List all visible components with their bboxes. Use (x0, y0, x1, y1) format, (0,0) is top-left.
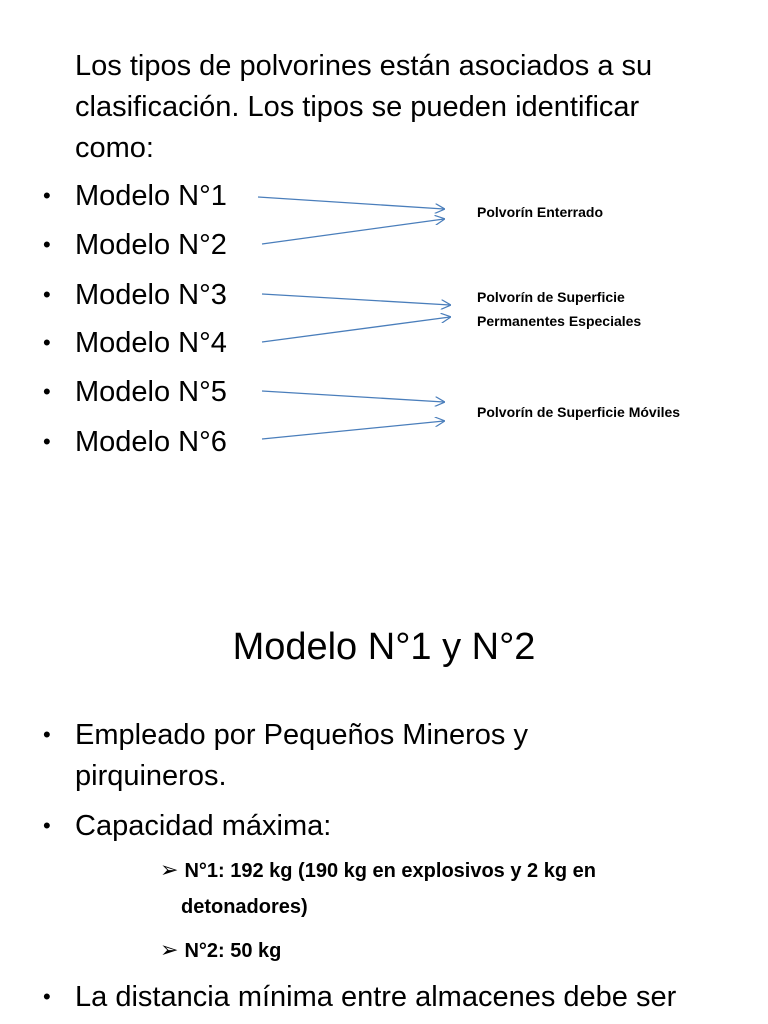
bullet-dot-icon: • (43, 282, 51, 307)
arrow-3-icon (262, 294, 450, 305)
bullet-distancia-label: La distancia mínima entre almacenes debe ser (75, 981, 677, 1013)
model-label-1: Modelo N°1 (75, 180, 227, 212)
model-label-3: Modelo N°3 (75, 279, 227, 311)
arrow-1-icon (258, 197, 444, 209)
bullet-dot-icon: • (43, 429, 51, 454)
bullet-dot-icon: • (43, 813, 51, 838)
arrow-bullet-icon: ➢ (160, 857, 179, 882)
arrow-5-icon (262, 391, 444, 402)
bullet-dot-icon: • (43, 379, 51, 404)
sub-bullet-n1-line1: N°1: 192 kg (190 kg en explosivos y 2 kg en (184, 860, 596, 882)
bullet-empleado-line1: Empleado por Pequeños Mineros y (75, 719, 528, 751)
bullet-empleado-line2: pirquineros. (75, 760, 227, 792)
bullet-dot-icon: • (43, 330, 51, 355)
sub-bullet-n2 (160, 932, 281, 969)
sub-bullet-n1-line2: detonadores) (181, 896, 308, 918)
bullet-dot-icon: • (43, 984, 51, 1009)
model-label-2: Modelo N°2 (75, 229, 227, 261)
bullet-distancia (43, 980, 677, 1014)
model-label-4: Modelo N°4 (75, 327, 227, 359)
arrow-2-icon (262, 219, 444, 244)
bullet-capacidad-label: Capacidad máxima: (75, 810, 332, 842)
intro-paragraph: Los tipos de polvorines están asociados a su clasificación. Los tipos se pueden identificar como: (75, 50, 653, 164)
target-polvorin-superficie-line1: Polvorín de Superficie (477, 289, 625, 305)
bullet-capacidad (43, 809, 332, 843)
bullet-dot-icon: • (43, 232, 51, 257)
bullet-empleado (43, 718, 528, 752)
sub-bullet-n2-label: N°2: 50 kg (184, 940, 282, 962)
model-label-5: Modelo N°5 (75, 376, 227, 408)
section-title: Modelo N°1 y N°2 (232, 626, 536, 668)
bullet-dot-icon: • (43, 722, 51, 747)
model-label-6: Modelo N°6 (75, 426, 227, 458)
bullet-dot-icon: • (43, 183, 51, 208)
arrow-bullet-icon: ➢ (160, 937, 179, 962)
arrow-6-icon (262, 421, 444, 439)
target-polvorin-moviles: Polvorín de Superficie Móviles (477, 404, 681, 420)
target-polvorin-enterrado: Polvorín Enterrado (477, 204, 604, 220)
sub-bullet-n1 (160, 852, 596, 889)
target-polvorin-superficie-line2: Permanentes Especiales (477, 313, 642, 329)
arrow-4-icon (262, 317, 450, 342)
